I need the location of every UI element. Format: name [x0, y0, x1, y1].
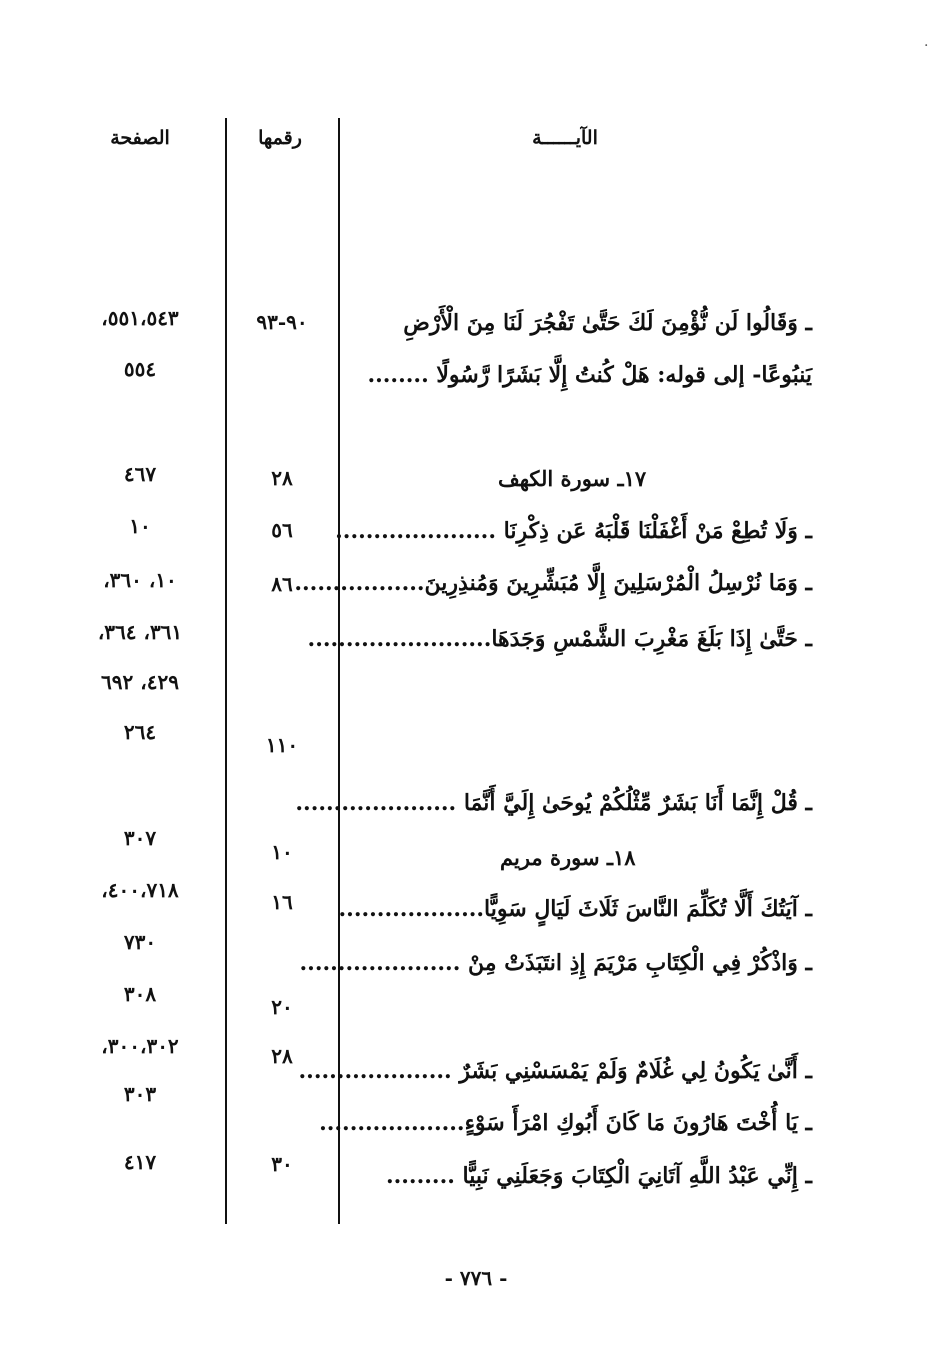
page-reference: ١٠: [129, 514, 151, 538]
ayah-number: ٢٨: [271, 466, 293, 490]
ayah-number: ١٦: [271, 890, 293, 914]
ayah-number: ٣٠: [271, 1152, 293, 1176]
ayah-text: ـ حَتَّىٰ إِذَا بَلَغَ مَغْرِبَ الشَّمْسِ وَجَدَهَا........................: [307, 626, 812, 652]
ayah-text: ـ وَمَا نُرْسِلُ الْمُرْسَلِينَ إِلَّا مُبَشِّرِينَ وَمُنذِرِينَ.................: [294, 570, 812, 596]
page-reference: ٣٠٧: [123, 826, 157, 850]
column-divider-left: [225, 118, 227, 1224]
ayah-number: ٢٨: [271, 1044, 293, 1068]
page-reference: ٤٦٧: [123, 462, 157, 486]
ayah-text: ـ يَا أُخْتَ هَارُونَ مَا كَانَ أَبُوكِ امْرَأَ سَوْءٍ...................: [319, 1110, 812, 1136]
page-number: - ٧٧٦ -: [444, 1266, 508, 1290]
page-reference: ٣٠٨: [123, 982, 157, 1006]
ayah-number: ١١٠: [265, 733, 299, 757]
page-reference: ٣٠٠،٣٠٢،: [101, 1034, 179, 1058]
page-reference: ٧٣٠: [123, 930, 157, 954]
surah-heading: ١٧ـ سورة الكهف: [498, 466, 647, 491]
ayah-number: ٢٠: [271, 995, 293, 1019]
page-reference: ٤٠٠،٧١٨،: [101, 878, 179, 902]
page-reference: ٣٦١، ٣٦٤،: [97, 620, 183, 644]
ayah-text: ـ إِنِّي عَبْدُ اللَّهِ آتَانِيَ الْكِتَابَ وَجَعَلَنِي نَبِيًّا .........: [385, 1163, 812, 1189]
page-reference: ٥٥١،٥٤٣،: [101, 306, 179, 330]
ayah-number: ١٠: [271, 840, 293, 864]
header-number: رقمها: [258, 127, 302, 149]
ayah-number: ٨٦: [271, 572, 293, 596]
surah-heading: ١٨ـ سورة مريم: [500, 845, 636, 870]
page-reference: ٣٠٣: [123, 1082, 157, 1106]
ayah-text: ـ وَلَا تُطِعْ مَنْ أَغْفَلْنَا قَلْبَهُ عَن ذِكْرِنَا .....................: [335, 518, 812, 544]
ayah-text: ـ وَاذْكُرْ فِي الْكِتَابِ مَرْيَمَ إِذِ انتَبَذَتْ مِنْ .....................: [299, 950, 812, 976]
ayah-text: ـ وَقَالُوا لَن نُّؤْمِنَ لَكَ حَتَّىٰ تَفْجُرَ لَنَا مِنَ الْأَرْضِ: [403, 310, 812, 336]
ayah-number: ٩٠-٩٣: [256, 310, 308, 334]
header-page: الصفحة: [110, 127, 170, 149]
page-reference: ٤٢٩، ٦٩٢: [101, 670, 179, 694]
page-reference: ١٠، ٣٦٠،: [103, 568, 177, 592]
page-reference: ٢٦٤: [123, 720, 157, 744]
ayah-text: يَنبُوعًا- إلى قوله: هَلْ كُنتُ إِلَّا بَشَرًا رَّسُولًا ........: [367, 362, 812, 388]
page-reference: ٤١٧: [123, 1150, 157, 1174]
header-ayah: الآيــــــة: [532, 127, 598, 149]
ayah-text: ـ قُلْ إِنَّمَا أَنَا بَشَرٌ مِّثْلُكُمْ يُوحَىٰ إِلَيَّ أَنَّمَا .....................: [295, 790, 812, 816]
ayah-text: ـ أَنَّىٰ يَكُونُ لِي غُلَامٌ وَلَمْ يَمْسَسْنِي بَشَرٌ ....................: [298, 1058, 812, 1084]
ayah-number: ٥٦: [271, 518, 293, 542]
page-reference: ٥٥٤: [123, 357, 157, 381]
ayah-text: ـ آيَتُكَ أَلَّا تُكَلِّمَ النَّاسَ ثَلَاثَ لَيَالٍ سَوِيًّا...................: [338, 896, 812, 922]
corner-mark: ·: [924, 38, 929, 54]
